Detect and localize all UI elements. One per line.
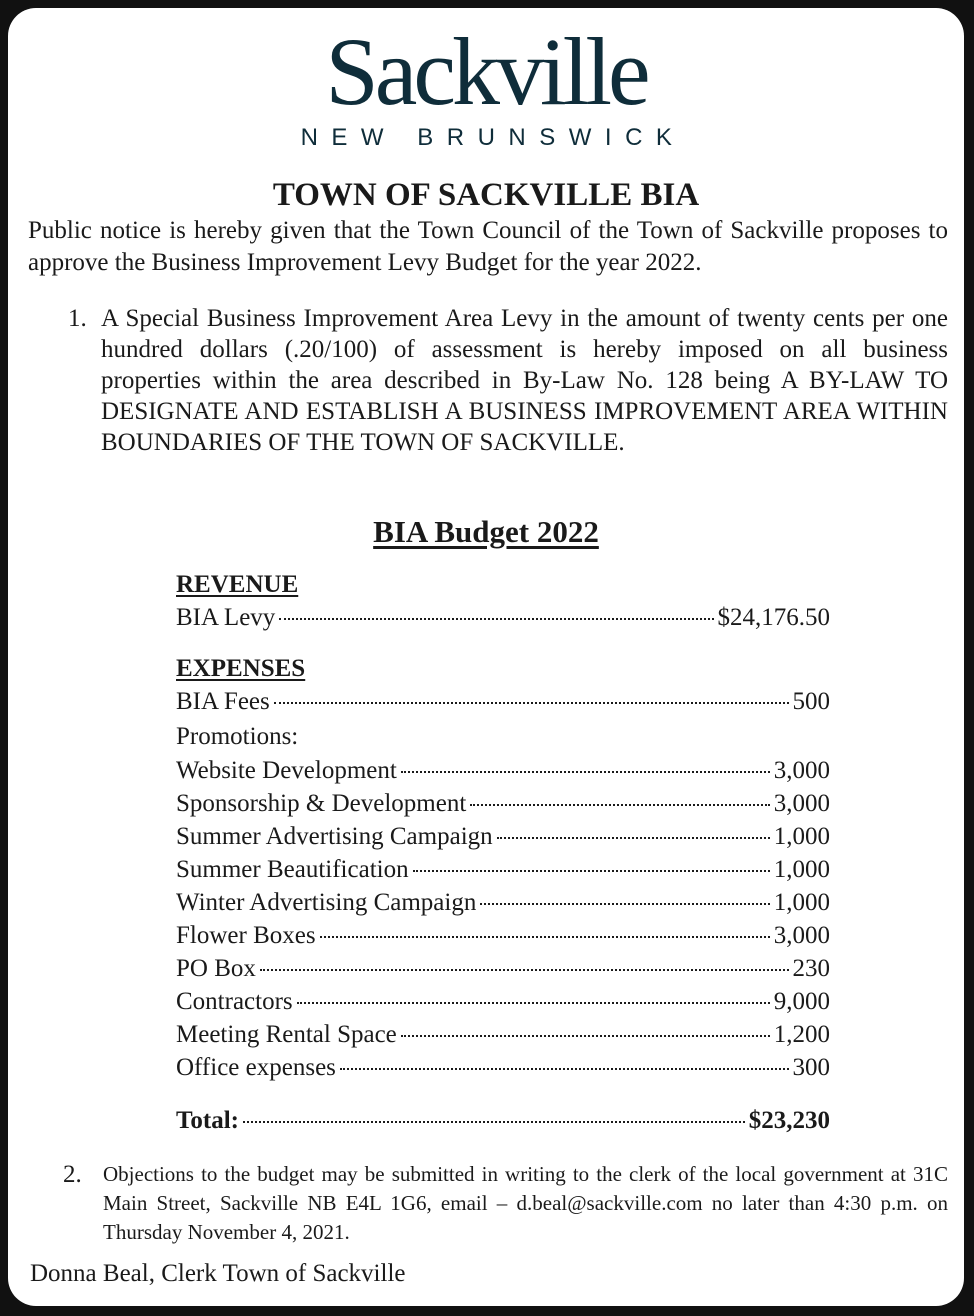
row-value: 3,000 <box>773 922 830 949</box>
budget-title-text: BIA Budget 2022 <box>373 514 599 549</box>
row-value: 230 <box>792 955 830 982</box>
row-label: Website Development <box>176 757 397 784</box>
revenue-heading: REVENUE <box>176 571 299 598</box>
notice-title: TOWN OF SACKVILLE BIA <box>272 177 700 213</box>
signature: Donna Beal, Clerk Town of Sackville <box>30 1260 406 1287</box>
row-value: 1,000 <box>773 823 830 850</box>
total-label: Total: <box>176 1107 239 1134</box>
row-label: Flower Boxes <box>176 922 316 949</box>
expenses-heading: EXPENSES <box>176 655 306 682</box>
row-value: 3,000 <box>773 757 830 784</box>
leader-dots <box>260 969 789 971</box>
numbered-item-2 <box>63 1160 948 1247</box>
row-value: 1,200 <box>773 1021 830 1048</box>
leader-dots <box>320 936 770 938</box>
item-number: 2. <box>63 1161 82 1188</box>
row-label: Summer Beautification <box>176 856 409 883</box>
budget-row-bia-fees <box>176 687 830 717</box>
leader-dots <box>401 771 770 773</box>
row-label: Meeting Rental Space <box>176 1021 397 1048</box>
leader-dots <box>413 870 770 872</box>
item-number: 1. <box>68 305 87 332</box>
budget-total-row <box>176 1106 830 1136</box>
leader-dots <box>470 804 769 806</box>
budget-row <box>176 1020 830 1050</box>
row-value: 3,000 <box>773 790 830 817</box>
leader-dots <box>243 1121 745 1123</box>
leader-dots <box>297 1002 770 1004</box>
row-label: Contractors <box>176 988 293 1015</box>
budget-row <box>176 954 830 984</box>
row-value: 500 <box>792 688 830 715</box>
budget-row <box>176 921 830 951</box>
row-label: BIA Fees <box>176 688 270 715</box>
row-value: 300 <box>792 1054 830 1081</box>
intro-paragraph: Public notice is hereby given that the Town Council of the Town of Sackville proposes to approve the Business Improvement Levy Budget for the year 2022. <box>28 217 948 276</box>
notice-card <box>8 8 964 1306</box>
row-value: $24,176.50 <box>717 604 830 631</box>
budget-row <box>176 1053 830 1083</box>
numbered-item-1 <box>68 303 948 458</box>
row-label: Summer Advertising Campaign <box>176 823 493 850</box>
row-label: Office expenses <box>176 1054 336 1081</box>
leader-dots <box>480 903 769 905</box>
row-value: 1,000 <box>773 856 830 883</box>
budget-title <box>8 513 964 551</box>
leader-dots <box>401 1035 770 1037</box>
budget-row <box>176 987 830 1017</box>
row-value: 1,000 <box>773 889 830 916</box>
total-value: $23,230 <box>748 1107 830 1134</box>
budget-row <box>176 822 830 852</box>
row-label: PO Box <box>176 955 256 982</box>
logo-subtitle: NEW BRUNSWICK <box>300 124 686 151</box>
logo-wordmark: Sackville <box>325 18 647 125</box>
budget-row <box>176 756 830 786</box>
row-value: 9,000 <box>773 988 830 1015</box>
leader-dots <box>340 1068 789 1070</box>
budget-row <box>176 855 830 885</box>
item-text: A Special Business Improvement Area Levy in the amount of twenty cents per one hundred dollars (.20/100) of assessment is hereby imposed on all business properties within the area described in By-Law No. 128 being A BY-LAW TO DESIGNATE AND ESTABLISH A BUSINESS IMPROVEMENT AREA WITHIN BOUNDARIES OF THE TOWN OF SACKVILLE. <box>101 305 948 456</box>
sackville-logo <box>8 18 964 152</box>
budget-row-bia-levy <box>176 603 830 633</box>
leader-dots <box>497 837 770 839</box>
promotions-label: Promotions: <box>176 723 299 750</box>
row-label: Sponsorship & Development <box>176 790 467 817</box>
row-label: BIA Levy <box>176 604 276 631</box>
leader-dots <box>279 618 713 620</box>
budget-row <box>176 789 830 819</box>
budget-row <box>176 888 830 918</box>
leader-dots <box>274 702 789 704</box>
row-label: Winter Advertising Campaign <box>176 889 477 916</box>
item-text: Objections to the budget may be submitted in writing to the clerk of the local government at 31C Main Street, Sackville NB E4L 1G6, email – d.beal@sackville.com no later than 4:30 p.m. on Thursday November 4, 2021. <box>103 1162 948 1244</box>
